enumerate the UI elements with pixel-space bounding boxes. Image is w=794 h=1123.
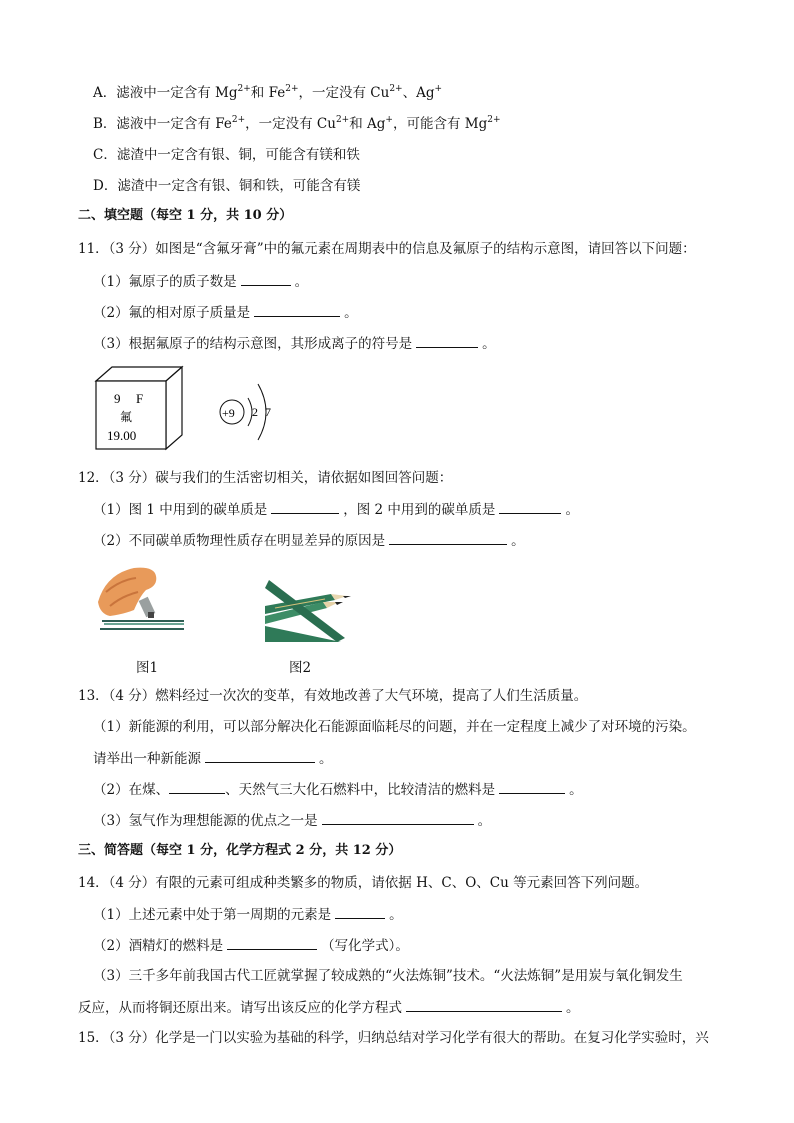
period: 。 [294,274,309,290]
figure-2-caption: 图2 [289,660,312,676]
part-text: （1）图 1 中用到的碳单质是 [93,502,268,518]
question-12-part-1 [93,500,579,519]
part-text: （1）上述元素中处于第一周期的元素是 [93,907,332,923]
option-a-text: 、Ag [402,85,435,101]
part-text: 、天然气三大化石燃料中，比较清洁的燃料是 [225,782,496,798]
option-c: C．滤渣中一定含有银、铜，可能含有镁和铁 [93,147,360,163]
option-b-text: 和 Ag [349,116,386,132]
part-text: 反应，从而将铜还原出来。请写出该反应的化学方程式 [78,1000,402,1016]
section-heading-fill-in: 二、填空题（每空 1 分，共 10 分） [78,208,293,223]
element-symbol: F [136,391,144,406]
question-14-stem: 14．（4 分）有限的元素可组成种类繁多的物质，请依据 H、C、O、Cu 等元素回答下列问题。 [78,875,649,891]
period: 。 [511,533,525,549]
part-text: （写化学式）。 [321,938,409,954]
answer-blank[interactable] [416,334,478,348]
answer-blank[interactable] [335,905,385,919]
answer-blank[interactable] [169,780,225,794]
part-text: （1）氟原子的质子数是 [93,274,237,290]
pencils-photo [265,572,351,642]
part-text: （3）氢气作为理想能源的优点之一是 [93,813,318,829]
period: 。 [569,782,583,798]
period: 。 [344,305,358,321]
question-13-part-2 [93,780,583,799]
part-text: ，图 2 中用到的碳单质是 [343,502,496,518]
question-14-part-3: （3）三千多年前我国古代工匠就掌握了较成熟的“火法炼铜”技术。“火法炼铜”是用炭与氧化铜发生 [93,968,683,984]
option-a-text: 和 Fe [250,85,286,101]
part-text: （2）在煤、 [93,782,170,798]
option-d: D．滤渣中一定含有银、铜和铁，可能含有镁 [93,178,361,194]
charge-sup: 2+ [335,114,350,125]
question-11-part-2 [93,303,358,322]
period: 。 [319,751,333,767]
section-heading-short-answer: 三、简答题（每空 1 分，化学方程式 2 分，共 12 分） [78,843,402,858]
question-14-part-3b [78,998,580,1017]
atomic-number: 9 [114,391,121,406]
charge-sup: 2+ [389,83,403,94]
atomic-mass: 19.00 [107,428,137,443]
answer-blank[interactable] [406,998,562,1012]
option-a-text: A．滤液中一定含有 Mg [93,85,238,101]
option-b-text: ，可能含有 Mg [392,116,488,132]
option-a-text: ，一定没有 Cu [298,85,390,101]
charge-sup: 2+ [285,83,299,94]
question-11-stem: 11．（3 分）如图是“含氟牙膏”中的氟元素在周期表中的信息及氟原子的结构示意图，请回答以下问题： [78,241,696,257]
glass-cutter-photo [96,562,186,644]
period: 。 [477,813,492,829]
part-text: （2）氟的相对原子质量是 [93,305,251,321]
shell-1-electrons: 2 [252,405,258,419]
figure-1-caption: 图1 [136,660,159,676]
periodic-table-cell-figure [94,365,186,453]
answer-blank[interactable] [205,749,315,763]
charge-sup: 2+ [237,83,251,94]
charge-sup: 2+ [231,114,246,125]
part-text: （2）不同碳单质物理性质存在明显差异的原因是 [93,533,386,549]
part-text: （2）酒精灯的燃料是 [93,938,224,954]
option-b-text: ，一定没有 Cu [245,116,336,132]
option-b [93,115,501,133]
question-12-part-2 [93,531,525,550]
charge-sup: + [434,83,443,94]
element-name: 氟 [120,410,133,424]
answer-blank[interactable] [227,936,317,950]
question-11-part-3 [93,334,496,353]
answer-blank[interactable] [254,303,340,317]
answer-blank[interactable] [499,500,561,514]
question-11-part-1 [93,272,308,291]
answer-blank[interactable] [389,531,507,545]
period: 。 [482,336,496,352]
period: 。 [566,1000,580,1016]
nucleus-charge: +9 [222,406,235,420]
charge-sup: 2+ [487,114,501,125]
question-12-stem: 12．（3 分）碳与我们的生活密切相关，请依据如图回答问题： [78,470,453,486]
answer-blank[interactable] [499,780,565,794]
atom-structure-diagram [214,372,284,452]
shell-2-electrons: 7 [265,405,271,419]
option-b-text: B．滤液中一定含有 Fe [93,116,232,132]
question-13-part-1: （1）新能源的利用，可以部分解决化石能源面临耗尽的问题，并在一定程度上减少了对环境的污染。 [93,719,696,735]
question-13-stem: 13．（4 分）燃料经过一次次的变革，有效地改善了大气环境，提高了人们生活质量。 [78,688,588,704]
part-text: 请举出一种新能源 [93,751,201,767]
question-15-stem: 15．（3 分）化学是一门以实验为基础的科学，归纳总结对学习化学有很大的帮助。在复习化学实验时，兴 [78,1030,709,1046]
option-a [93,84,442,102]
question-13-part-3 [93,811,491,830]
answer-blank[interactable] [322,811,474,825]
answer-blank[interactable] [271,500,339,514]
period: 。 [565,502,579,518]
question-13-part-1b [93,749,333,768]
question-14-part-1 [93,905,403,924]
period: 。 [389,907,403,923]
part-text: （3）根据氟原子的结构示意图，其形成离子的符号是 [93,336,413,352]
charge-sup: + [385,114,393,125]
question-14-part-2 [93,936,409,955]
answer-blank[interactable] [241,272,291,286]
